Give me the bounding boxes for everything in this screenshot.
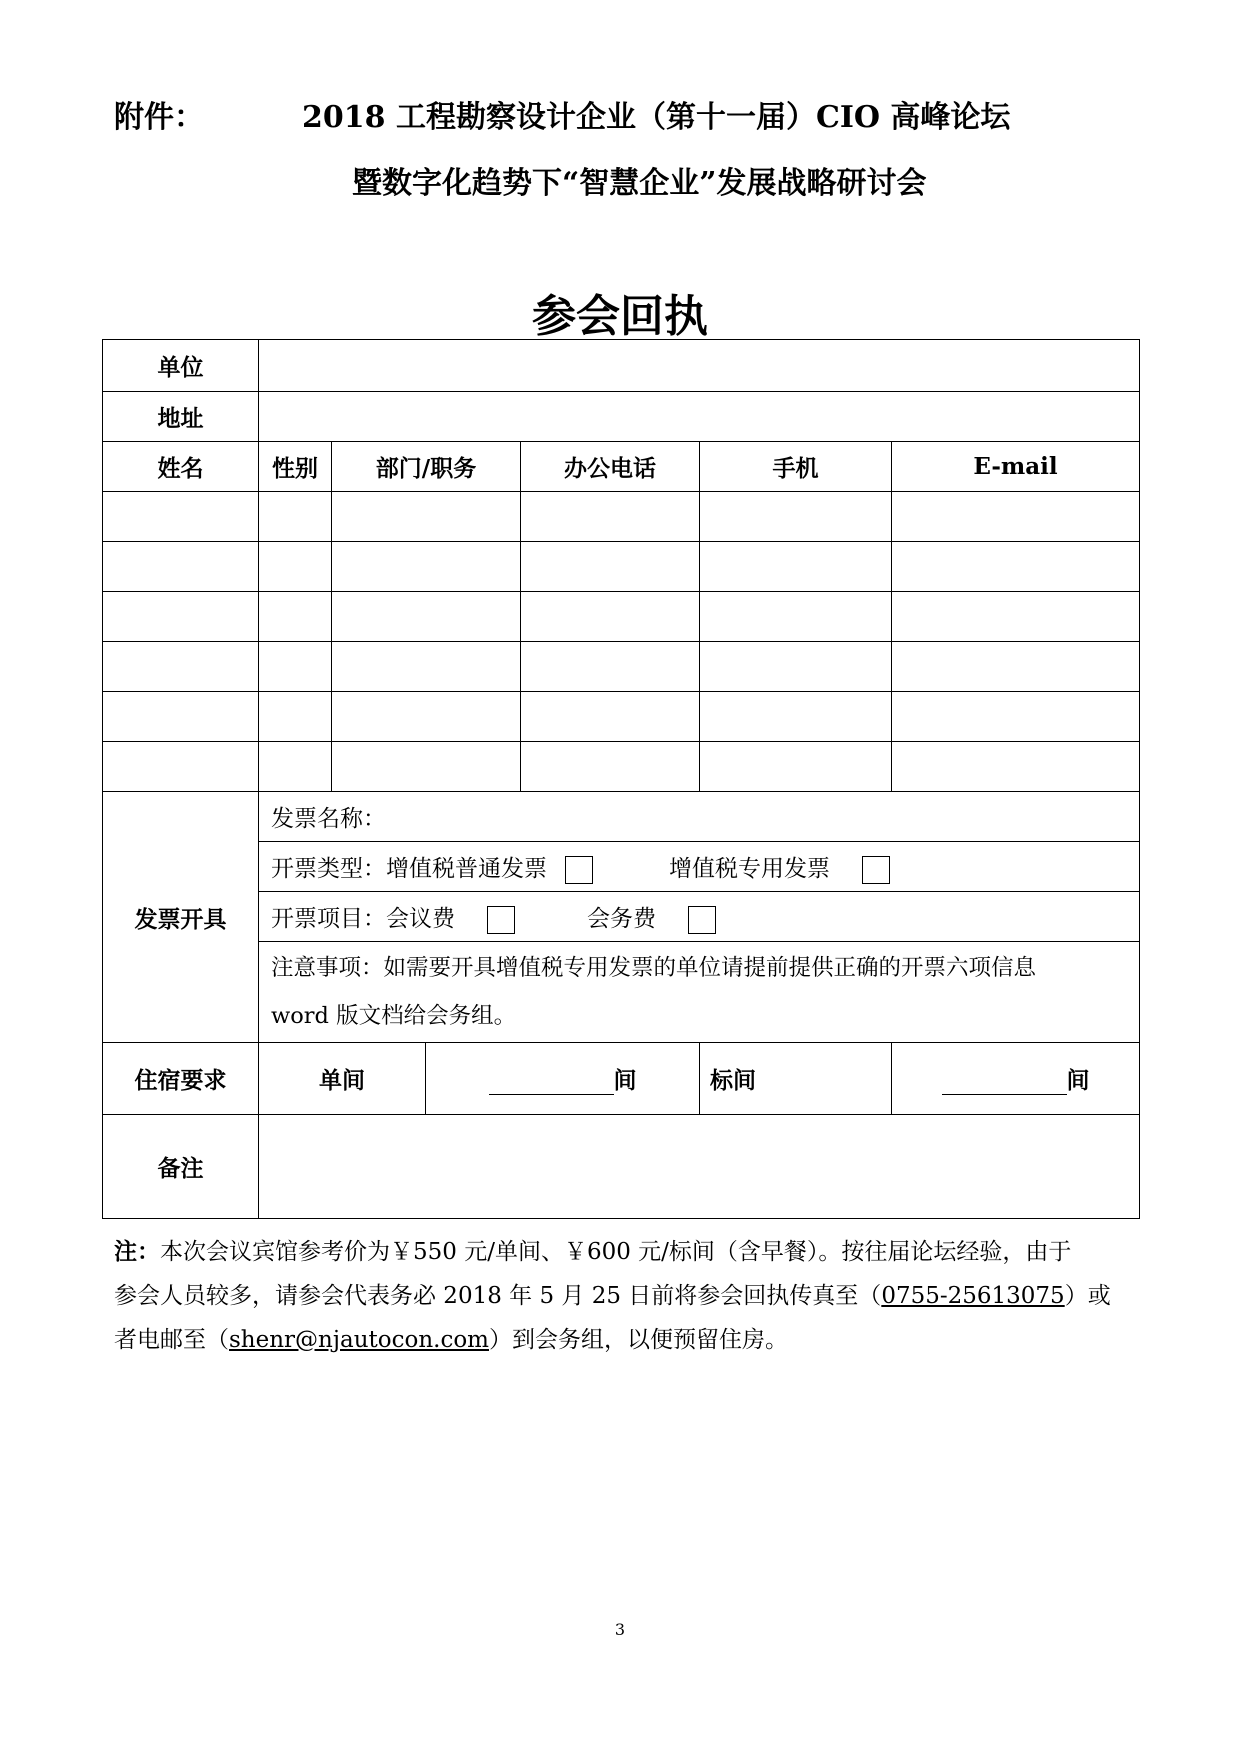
attendee-row <box>103 542 1140 592</box>
col-header-dept: 部门/职务 <box>332 442 521 492</box>
fax-number: 0755-25613075 <box>881 1283 1065 1309</box>
special-invoice-checkbox[interactable] <box>862 856 890 884</box>
twin-room-count[interactable] <box>892 1043 1140 1115</box>
remarks-label: 备注 <box>103 1115 259 1219</box>
address-field[interactable] <box>259 392 1140 442</box>
invoice-item-row <box>259 892 1140 942</box>
general-invoice-checkbox[interactable] <box>565 856 593 884</box>
attendee-cell[interactable] <box>332 542 521 592</box>
unit-field[interactable] <box>259 340 1140 392</box>
attendee-cell[interactable] <box>332 492 521 542</box>
col-header-mobile: 手机 <box>700 442 892 492</box>
attendee-cell[interactable] <box>259 492 332 542</box>
attachment-label: 附件： <box>114 100 204 135</box>
attendee-row <box>103 742 1140 792</box>
attendee-row <box>103 642 1140 692</box>
attendee-cell[interactable] <box>332 742 521 792</box>
attendee-cell[interactable] <box>700 492 892 542</box>
twin-room-blank[interactable] <box>942 1070 1067 1095</box>
attendee-cell[interactable] <box>259 592 332 642</box>
single-room-blank[interactable] <box>489 1070 614 1095</box>
attendee-cell[interactable] <box>892 742 1140 792</box>
attendee-cell[interactable] <box>103 492 259 542</box>
email-link[interactable]: shenr@njautocon.com <box>229 1327 489 1353</box>
invoice-item-label: 开票项目：会议费 <box>271 905 455 932</box>
service-fee-label: 会务费 <box>587 905 656 932</box>
attendee-cell[interactable] <box>521 642 700 692</box>
meeting-fee-checkbox[interactable] <box>487 906 515 934</box>
twin-room-unit: 间 <box>1066 1067 1090 1094</box>
invoice-type-row <box>259 842 1140 892</box>
attendee-cell[interactable] <box>259 642 332 692</box>
attendee-cell[interactable] <box>700 642 892 692</box>
attendee-cell[interactable] <box>103 542 259 592</box>
footnote <box>114 1230 1144 1362</box>
special-invoice-label: 增值税专用发票 <box>669 855 830 882</box>
attendee-cell[interactable] <box>259 742 332 792</box>
footnote-lead: 注： <box>114 1238 160 1265</box>
attendee-cell[interactable] <box>700 592 892 642</box>
attendee-cell[interactable] <box>103 742 259 792</box>
invoice-notice-line-1: 注意事项：如需要开具增值税专用发票的单位请提前提供正确的开票六项信息 <box>271 955 1037 981</box>
attendee-cell[interactable] <box>332 692 521 742</box>
attendee-cell[interactable] <box>332 642 521 692</box>
col-header-office-phone: 办公电话 <box>521 442 700 492</box>
single-room-unit: 间 <box>613 1067 637 1094</box>
attendee-cell[interactable] <box>892 492 1140 542</box>
page-number: 3 <box>614 1620 626 1639</box>
remarks-field[interactable] <box>259 1115 1140 1219</box>
attendee-cell[interactable] <box>892 592 1140 642</box>
single-room-count[interactable] <box>426 1043 700 1115</box>
attendee-cell[interactable] <box>521 692 700 742</box>
attendee-cell[interactable] <box>892 542 1140 592</box>
address-label: 地址 <box>103 392 259 442</box>
attendee-cell[interactable] <box>521 492 700 542</box>
registration-form <box>102 339 1140 1219</box>
title-line-1: 2018 工程勘察设计企业（第十一届）CIO 高峰论坛 <box>302 100 1011 135</box>
footnote-line-2a: 参会人员较多，请参会代表务必 2018 年 5 月 25 日前将参会回执传真至（ <box>114 1283 882 1309</box>
attendee-row <box>103 492 1140 542</box>
col-header-name: 姓名 <box>103 442 259 492</box>
attendee-cell[interactable] <box>892 692 1140 742</box>
invoice-label: 发票开具 <box>103 792 259 1043</box>
footnote-line-3b: ）到会务组，以便预留住房。 <box>489 1327 788 1353</box>
invoice-notice-line-2: word 版文档给会务组。 <box>271 1003 517 1029</box>
attendee-cell[interactable] <box>521 742 700 792</box>
lodging-label: 住宿要求 <box>103 1043 259 1115</box>
unit-label: 单位 <box>103 340 259 392</box>
footnote-line-1: 本次会议宾馆参考价为￥550 元/单间、￥600 元/标间（含早餐）。按往届论坛经验，由于 <box>160 1239 1072 1265</box>
footnote-line-3a: 者电邮至（ <box>114 1327 229 1353</box>
attendee-row <box>103 692 1140 742</box>
form-title: 参会回执 <box>532 291 708 342</box>
invoice-name-label: 发票名称： <box>271 806 386 832</box>
attendee-cell[interactable] <box>103 592 259 642</box>
attendee-cell[interactable] <box>700 742 892 792</box>
invoice-type-label: 开票类型：增值税普通发票 <box>271 855 547 882</box>
service-fee-checkbox[interactable] <box>688 906 716 934</box>
attendee-cell[interactable] <box>103 642 259 692</box>
attendee-cell[interactable] <box>103 692 259 742</box>
attendee-cell[interactable] <box>700 542 892 592</box>
footnote-line-2b: ）或 <box>1064 1283 1111 1309</box>
attendee-cell[interactable] <box>259 542 332 592</box>
attendee-cell[interactable] <box>259 692 332 742</box>
attendee-cell[interactable] <box>521 542 700 592</box>
col-header-email: E-mail <box>892 442 1140 492</box>
invoice-name-field[interactable] <box>259 792 1140 842</box>
title-line-2: 暨数字化趋势下“智慧企业”发展战略研讨会 <box>352 166 927 201</box>
twin-room-label: 标间 <box>700 1043 892 1115</box>
single-room-label: 单间 <box>259 1043 426 1115</box>
attendee-cell[interactable] <box>892 642 1140 692</box>
attendee-cell[interactable] <box>521 592 700 642</box>
attendee-row <box>103 592 1140 642</box>
col-header-gender: 性别 <box>259 442 332 492</box>
invoice-notice <box>259 942 1140 1043</box>
attendee-cell[interactable] <box>700 692 892 742</box>
attendee-cell[interactable] <box>332 592 521 642</box>
